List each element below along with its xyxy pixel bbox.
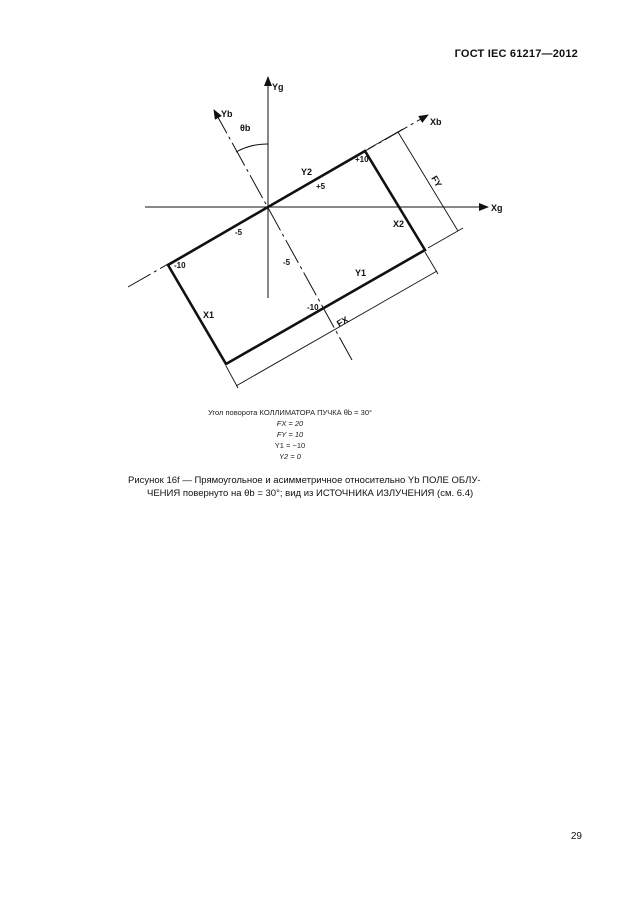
tick-minus10-yb: -10: [307, 303, 319, 312]
theta-arc: [236, 144, 268, 152]
label-theta: θb: [240, 123, 251, 133]
caption-line-2: ЧЕНИЯ повернуто на θb = 30°; вид из ИСТОЧНИКА ИЗЛУЧЕНИЯ (см. 6.4): [147, 488, 474, 499]
label-y1: Y1: [355, 268, 367, 278]
radiation-field: [168, 151, 425, 364]
fx-ext-right: [425, 252, 438, 274]
param-y2: Y2 = 0: [279, 452, 301, 461]
tick-plus5: +5: [316, 182, 326, 191]
label-fx: FX: [335, 314, 350, 329]
figure-parameters: [180, 407, 400, 462]
caption-line-1: Рисунок 16f — Прямоугольное и асимметричное относительно Yb ПОЛЕ ОБЛУ-: [128, 475, 481, 486]
fx-dimension-line: [236, 271, 437, 386]
page-number: 29: [570, 831, 582, 842]
param-angle: Угол поворота КОЛЛИМАТОРА ПУЧКА θb = 30°: [208, 408, 372, 417]
tick-plus10: +10: [355, 155, 369, 164]
param-y1: Y1 = −10: [274, 441, 306, 450]
param-fy: FY = 10: [276, 430, 304, 439]
label-xg: Xg: [491, 203, 503, 213]
label-x2: X2: [393, 219, 405, 229]
fy-ext-top: [368, 129, 403, 149]
tick-minus5-yb: -5: [283, 258, 291, 267]
label-x1: X1: [203, 310, 215, 320]
label-yb: Yb: [221, 109, 233, 119]
fy-dimension-line: [398, 132, 458, 231]
label-y2: Y2: [301, 167, 313, 177]
figure-caption: [128, 474, 508, 500]
collimator-rotation-diagram: [0, 0, 630, 400]
label-yg: Yg: [272, 82, 284, 92]
tick-minus5-xb: -5: [235, 228, 243, 237]
tick-minus10-xb: -10: [174, 261, 186, 270]
param-fx: FX = 20: [276, 419, 304, 428]
label-fy: FY: [429, 174, 444, 189]
label-xb: Xb: [430, 117, 442, 127]
document-header: ГОСТ IEC 61217—2012: [454, 48, 578, 60]
fx-ext-left: [226, 366, 238, 388]
